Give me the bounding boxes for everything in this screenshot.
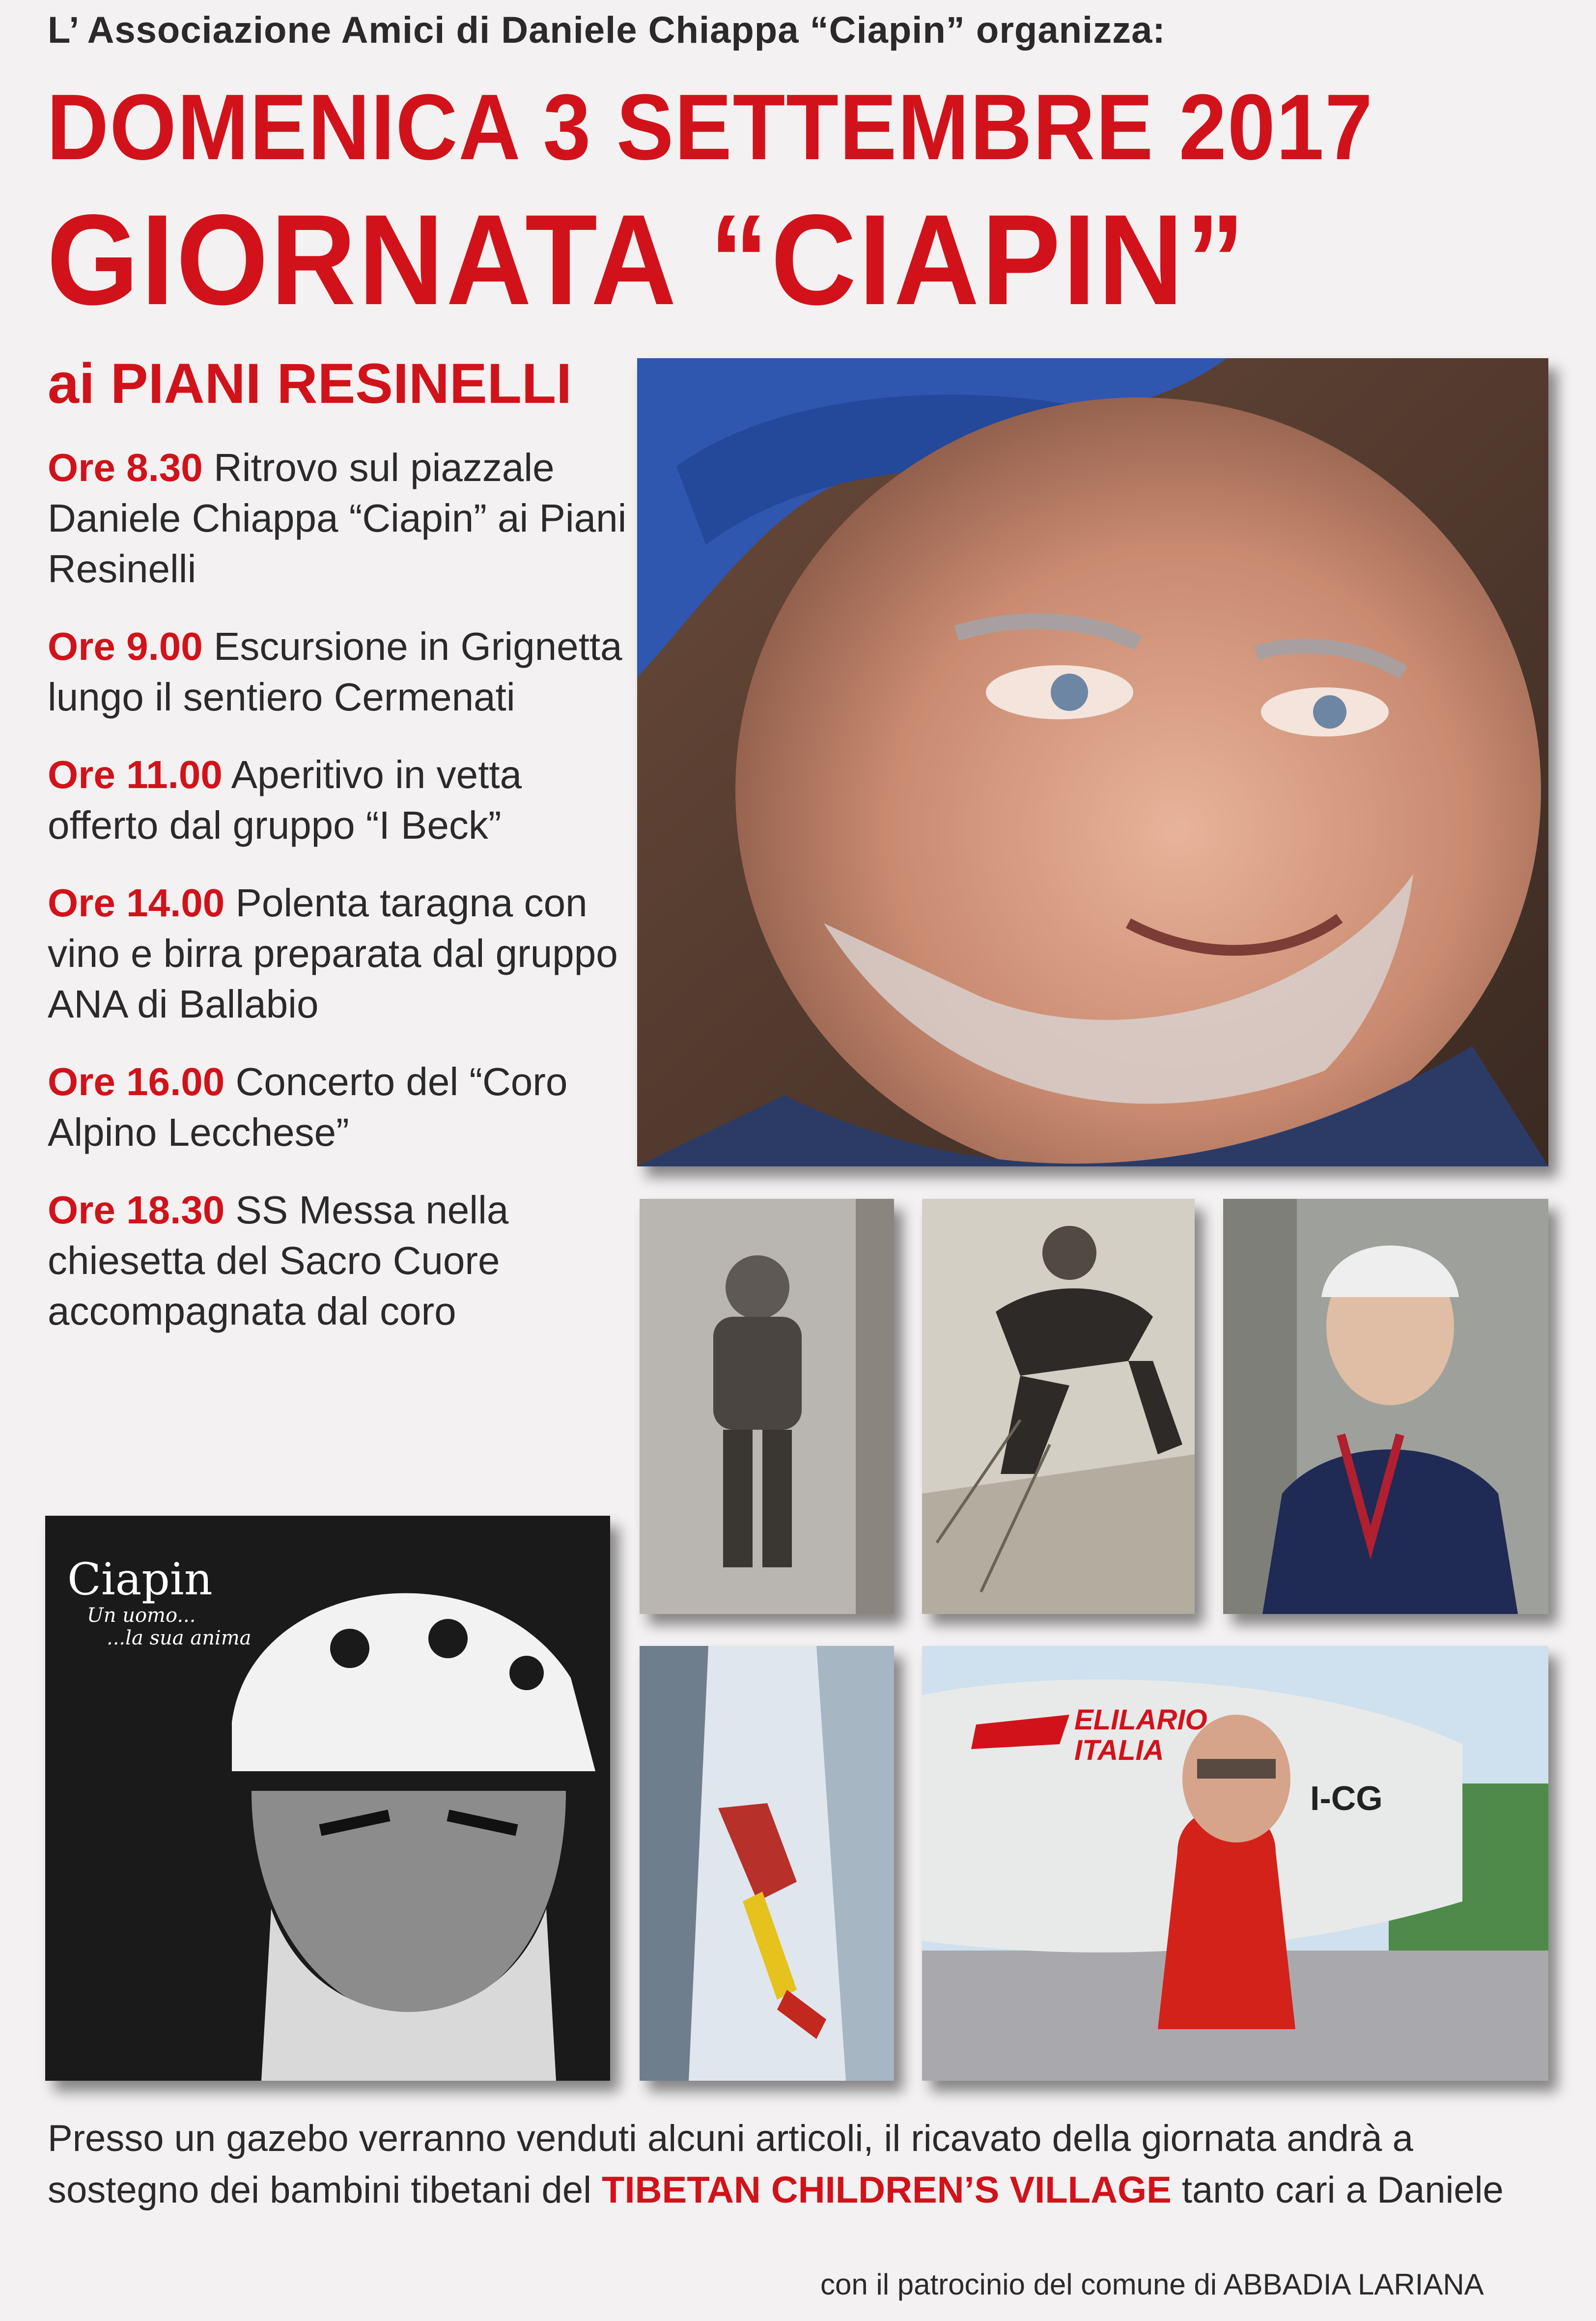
schedule-item bbox=[48, 621, 627, 722]
schedule-text: Polenta taragna con vino e birra preparata dal gruppo ANA di Ballabio bbox=[48, 881, 618, 1026]
footer-text bbox=[48, 2113, 1561, 2216]
teen-climbing-photo bbox=[922, 1199, 1195, 1614]
poster-line-1: Un uomo... bbox=[87, 1604, 196, 1627]
helicopter-brand bbox=[1074, 1705, 1207, 1766]
schedule-text: Aperitivo in vetta offerto dal gruppo “I Beck” bbox=[48, 753, 522, 847]
schedule-time: Ore 8.30 bbox=[48, 446, 203, 489]
poster-text bbox=[67, 1555, 252, 1649]
schedule-item bbox=[48, 749, 627, 850]
schedule-time: Ore 16.00 bbox=[48, 1060, 225, 1104]
footer-text-before: Presso un gazebo verranno venduti alcuni articoli, il ricavato della giornata andrà a sostegno dei bambini tibetani del bbox=[48, 2118, 1413, 2211]
schedule-list bbox=[48, 442, 627, 1363]
footer-highlight: TIBETAN CHILDREN’S VILLAGE bbox=[602, 2169, 1172, 2211]
footer-text-after: tanto cari a Daniele bbox=[1171, 2169, 1504, 2211]
poster-line-2: ...la sua anima bbox=[107, 1627, 252, 1649]
event-title: GIORNATA “CIAPIN” bbox=[47, 188, 1247, 332]
event-date: DOMENICA 3 SETTEMBRE 2017 bbox=[47, 75, 1373, 179]
event-location: ai PIANI RESINELLI bbox=[48, 352, 572, 415]
schedule-text: Ritrovo sul piazzale Daniele Chiappa “Ciapin” ai Piani Resinelli bbox=[48, 446, 627, 591]
helicopter-brand-1: ELILARIO bbox=[1074, 1704, 1207, 1736]
schedule-time: Ore 18.30 bbox=[48, 1188, 225, 1232]
schedule-time: Ore 9.00 bbox=[48, 624, 203, 668]
schedule-time: Ore 11.00 bbox=[48, 753, 223, 796]
childhood-photo bbox=[640, 1199, 894, 1614]
helicopter-registration: I-CG bbox=[1310, 1779, 1383, 1817]
helicopter-brand-2: ITALIA bbox=[1074, 1734, 1164, 1766]
helicopter-photo bbox=[922, 1646, 1548, 2081]
ciapin-poster bbox=[45, 1516, 610, 2081]
young-climber-photo bbox=[1223, 1199, 1548, 1614]
ice-climbing-photo bbox=[640, 1646, 894, 2081]
schedule-text: Concerto del “Coro Alpino Lecchese” bbox=[48, 1060, 568, 1154]
schedule-item bbox=[48, 1056, 627, 1158]
intro-line: L’ Associazione Amici di Daniele Chiappa “Ciapin” organizza: bbox=[48, 9, 1166, 51]
patronage-text: con il patrocinio del comune di ABBADIA LARIANA bbox=[820, 2268, 1484, 2301]
main-portrait-photo bbox=[637, 358, 1548, 1166]
schedule-item bbox=[48, 1185, 627, 1336]
poster-title: Ciapin bbox=[67, 1554, 213, 1605]
schedule-item bbox=[48, 877, 627, 1029]
schedule-text: SS Messa nella chiesetta del Sacro Cuore accompagnata dal coro bbox=[48, 1188, 509, 1333]
schedule-time: Ore 14.00 bbox=[48, 881, 225, 925]
schedule-text: Escursione in Grignetta lungo il sentiero Cermenati bbox=[48, 624, 622, 719]
schedule-item bbox=[48, 442, 627, 594]
